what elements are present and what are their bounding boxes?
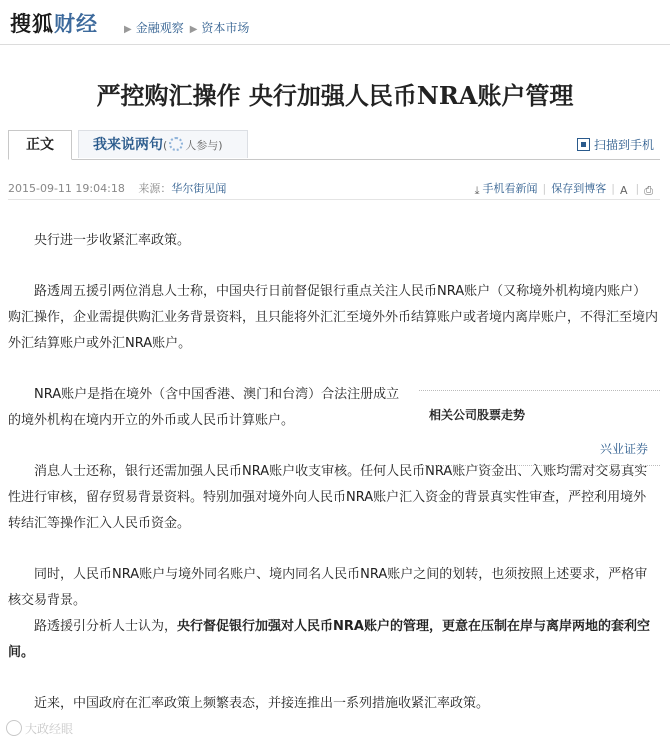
article-actions: ⤓ 手机看新闻 | 保存到博客 | A | ⎙ xyxy=(474,182,653,197)
stock-link[interactable]: 兴业证券 xyxy=(599,442,648,456)
download-icon: ⤓ xyxy=(474,184,480,197)
related-stocks-box xyxy=(419,390,660,466)
logo-finance: 财经 xyxy=(54,12,98,36)
paragraph-analyst xyxy=(8,614,658,666)
logo-sohu: 搜狐 xyxy=(10,12,54,36)
watermark: 大政经眼 xyxy=(6,720,73,737)
article-title: 严控购汇操作 央行加强人民币NRA账户管理 xyxy=(96,81,574,110)
save-to-blog-link[interactable]: 保存到博客 xyxy=(551,182,607,195)
paragraph: 路透周五援引两位消息人士称，中国央行日前督促银行重点关注人民币NRA账户（又称境外机构境内账户）购汇操作，企业需提供购汇业务背景资料，且只能将外汇汇至境外外币结算账户或者境内离岸账户，不得汇至境内外汇结算账户或外汇NRA账户。 xyxy=(8,284,659,351)
site-header xyxy=(0,0,670,45)
paragraph: 消息人士还称，银行还需加强人民币NRA账户收支审核。任何人民币NRA账户资金出、入账均需对交易真实性进行审核，留存贸易背景资料。特别加强对境外向人民币NRA账户汇入资金的背景真实性审查，严控利用境外转结汇等操作汇入人民币资金。 xyxy=(8,464,648,531)
paragraph: 同时，人民币NRA账户与境外同名账户、境内同名人民币NRA账户之间的划转，也须按照上述要求，严格审核交易背景。 xyxy=(8,567,648,608)
print-icon[interactable]: ⎙ xyxy=(644,184,653,197)
article-meta xyxy=(8,180,660,196)
source-label: 来源： xyxy=(138,182,172,195)
watermark-logo-icon xyxy=(6,720,22,736)
mobile-news-link[interactable]: 手机看新闻 xyxy=(482,182,538,195)
tab-main-text[interactable]: 正文 xyxy=(8,130,72,160)
comment-count: ( 人参与) xyxy=(163,139,223,152)
analyst-lead: 路透援引分析人士认为， xyxy=(34,619,178,634)
analyst-highlight: 央行督促银行加强对人民币NRA账户的管理，更意在压制在岸与离岸两地的套利空间。 xyxy=(8,619,650,660)
scan-to-phone-link[interactable] xyxy=(577,136,654,153)
breadcrumb-item-financial-observation[interactable]: 金融观察 xyxy=(135,21,184,35)
scan-label: 扫描到手机 xyxy=(593,138,654,152)
article-tabs xyxy=(8,130,660,160)
site-logo[interactable] xyxy=(10,8,98,38)
breadcrumb-item-capital-market[interactable]: 资本市场 xyxy=(201,21,250,35)
breadcrumb xyxy=(118,19,249,36)
article-body xyxy=(8,228,658,717)
qr-code-icon xyxy=(577,138,590,151)
paragraph: 近来，中国政府在汇率政策上频繁表态，并接连推出一系列措施收紧汇率政策。 xyxy=(34,696,490,711)
tab-comment[interactable] xyxy=(78,130,248,158)
paragraph: NRA账户是指在境外（含中国香港、澳门和台湾）合法注册成立的境外机构在境内开立的外币或人民币计算账户。 xyxy=(8,387,400,428)
tab-comment-label: 我来说两句 xyxy=(93,137,163,153)
chevron-right-icon: ▶ xyxy=(189,24,198,35)
meta-divider xyxy=(8,199,660,200)
related-stocks-heading: 相关公司股票走势 xyxy=(429,408,526,422)
chevron-right-icon: ▶ xyxy=(124,24,132,35)
loading-spinner-icon xyxy=(169,137,183,151)
source-link[interactable]: 华尔街见闻 xyxy=(171,182,227,195)
header-divider xyxy=(0,44,670,45)
font-size-icon[interactable]: A xyxy=(619,184,628,197)
publish-datetime: 2015-09-11 19:04:18 xyxy=(8,182,125,195)
paragraph: 央行进一步收紧汇率政策。 xyxy=(34,233,191,248)
